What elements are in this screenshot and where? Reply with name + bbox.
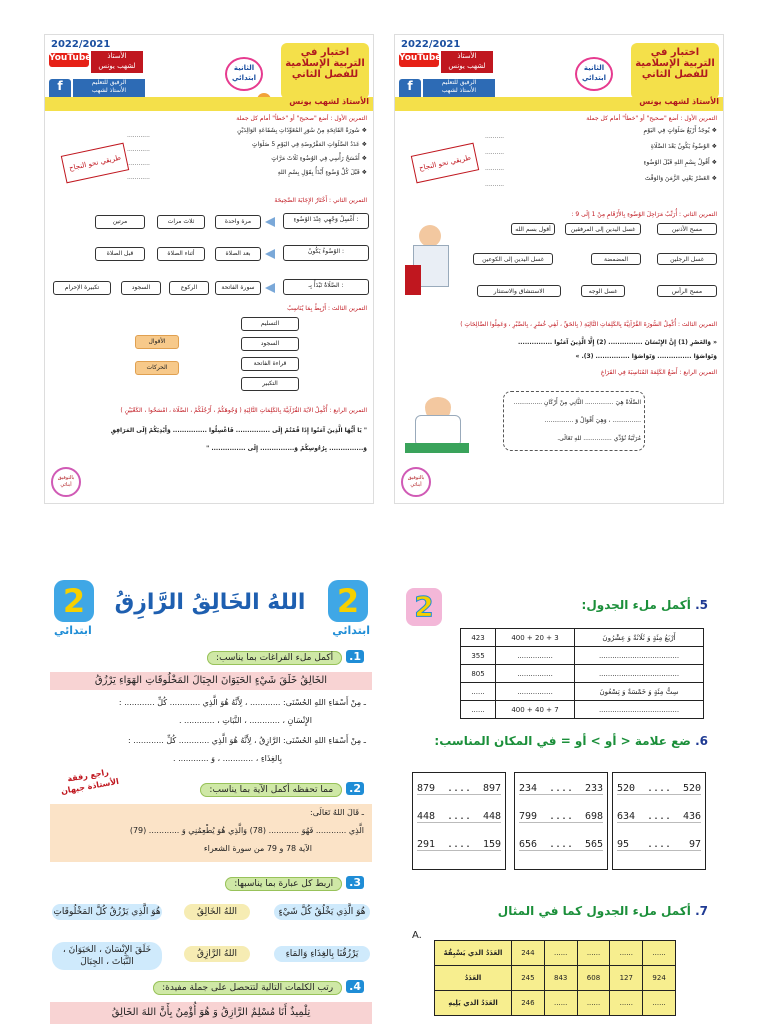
option-box[interactable]: سورة الفاتحة	[215, 281, 261, 295]
compare-left-number: 520	[617, 783, 636, 794]
table-cell: 244	[512, 941, 545, 966]
match-item[interactable]: اللهُ الخَالِقُ	[184, 904, 250, 920]
compare-left-number: 879	[417, 783, 436, 794]
exercise-2-title: التمرين الثاني : أُرَتِّبُ مَرَاحِلَ الوُضُوءِ بِالأَرْقَامِ مِنْ 1 إِلَى 9 :	[571, 211, 717, 218]
fb-line-1: الرفيق للتعليم	[441, 79, 477, 86]
fill-line: ـ مِنْ أَسْمَاءِ اللهِ الحُسْنَى: ............ ، لِأَنَّهُ هُوَ الَّذِي ............ كُلِّ ............ :	[118, 698, 366, 707]
grade-digit-badge: 2	[328, 580, 368, 622]
step-box[interactable]: غسل اليدين إلى الكوعين	[473, 253, 553, 265]
exercise-1-title	[67, 115, 367, 123]
table-cell[interactable]: ......	[461, 701, 496, 719]
youtube-logo: YouTube	[49, 53, 89, 67]
fill-line: ـ مِنْ أَسْمَاءِ اللهِ الحُسْنَى: الرَّازِقُ ، لِأَنَّهُ هُوَ الَّذِي ............ كُلِّ ............ :	[128, 736, 366, 745]
compare-row	[417, 811, 501, 823]
worksheet-panel-3	[50, 580, 372, 1024]
option-box[interactable]: مرتين	[95, 215, 145, 229]
encouragement-badge: بالتوفيق أبنائي	[51, 467, 81, 497]
option-box[interactable]: قبل الصلاة	[95, 247, 145, 261]
verse-intro: ـ قَالَ اللهُ تَعَالَى:	[310, 808, 364, 817]
compare-blank[interactable]: ....	[548, 783, 574, 794]
exam-title-line-1: اختبار في	[650, 47, 700, 58]
table-row	[461, 647, 704, 665]
table-cell: 127	[610, 966, 643, 991]
list-item: ❖ الوُضُوءُ يَكُونُ بَعْدَ الصَّلَاةِ	[650, 143, 717, 150]
option-box[interactable]: مرة واحدة	[215, 215, 261, 229]
exam-title	[631, 43, 719, 99]
table-cell[interactable]: ................	[496, 647, 575, 665]
table-cell[interactable]: ......	[577, 941, 610, 966]
question-number: 2.	[346, 782, 364, 795]
compare-right-number: 448	[482, 811, 501, 822]
teacher-ribbon	[441, 51, 493, 73]
teacher-name: لشهب يونس	[448, 62, 486, 70]
step-box[interactable]: غسل اليدين إلى المرفقين	[565, 223, 641, 235]
list-item: ❖ سُورَةُ الفَاتِحَةِ مِنْ سُوَرِ المُعَوِّذَاتِ بِشَفَاعَةِ الوَالِدَيْنِ	[237, 127, 367, 134]
question-5-heading	[582, 598, 708, 612]
table-row	[461, 683, 704, 701]
grade-badge	[575, 57, 613, 91]
compare-right-number: 897	[482, 783, 501, 794]
table-cell: أَرْبَعُ مِئَةٍ وَ ثَلَاثَةٌ وَ عِشْرُونَ	[575, 629, 704, 647]
neighbor-table	[434, 940, 676, 1016]
table-label: A.	[412, 930, 422, 941]
verse-text: الَّذِي ............ فَهُوَ ............ (78) وَالَّذِي هُوَ يُطْعِمُنِي وَ ............ (79)	[129, 826, 364, 835]
exam-title-line-2: التربية الإسلامية	[635, 58, 715, 69]
exam-title-line-1: اختبار في	[300, 47, 350, 58]
match-item[interactable]: هُوَ الَّذِي يَرْزُقُ كُلَّ المَخْلُوقَاتِ	[52, 904, 162, 920]
teacher-note: راجع رفقة الأستاذة جيهان	[60, 767, 120, 796]
compare-row	[617, 811, 701, 823]
step-box[interactable]: الاستنشاق والاستنثار	[477, 285, 561, 297]
compare-blank[interactable]: ....	[646, 783, 672, 794]
compare-row	[617, 783, 701, 795]
grade-line-2: ابتدائي	[581, 74, 607, 82]
table-cell: 924	[643, 966, 676, 991]
question-number: 1.	[346, 650, 364, 663]
exercise-3-title: التمرين الثالث : أَرْبِطُ بِمَا يُنَاسِبُ	[287, 305, 367, 312]
arrow-icon	[265, 217, 275, 227]
grade-badge	[225, 57, 263, 91]
compare-left-number: 448	[417, 811, 436, 822]
compare-left-number: 234	[519, 783, 538, 794]
table-cell[interactable]: ................	[496, 665, 575, 683]
compare-blank[interactable]: ....	[446, 783, 472, 794]
worksheet-panel-1	[44, 34, 374, 504]
compare-row	[417, 783, 501, 795]
question-7-heading	[498, 904, 708, 918]
author-bar: الأستاذ لشهب يونس	[395, 97, 724, 111]
compare-right-number: 233	[584, 783, 603, 794]
table-cell[interactable]: ......	[643, 941, 676, 966]
compare-blank[interactable]: ....	[548, 839, 574, 850]
compare-left-number: 291	[417, 839, 436, 850]
question-7-text: أكمل ملء الجدول كما في المثال	[497, 904, 691, 918]
step-box[interactable]: غسل الوجه	[581, 285, 625, 297]
grade-line-1: الثانية	[583, 64, 605, 72]
table-row	[435, 966, 676, 991]
table-cell[interactable]: ......	[544, 991, 577, 1016]
compare-row	[417, 839, 501, 851]
list-item: ❖ يُوجَدُ أَرْبَعُ صَلَوَاتٍ فِي اليَوْمِ	[643, 127, 717, 134]
table-cell[interactable]: ....................................	[575, 701, 704, 719]
table-row	[435, 991, 676, 1016]
youtube-logo: YouTube	[399, 53, 439, 67]
exercise-4-title: التمرين الرابع : أَضَعُ الكَلِمَةَ المُنَاسِبَةَ فِي الفَرَاغِ	[600, 369, 717, 376]
option-box[interactable]: الركوع	[169, 281, 209, 295]
verse-line-2: وَ............... بِرُءُوسِكُمْ وَ............... إِلَى ............... "	[206, 445, 367, 452]
compare-card	[612, 772, 706, 870]
row-header: العَدَدُ الذي يَسْبِقُهُ	[435, 941, 512, 966]
step-box[interactable]: مسح الرأس	[657, 285, 717, 297]
match-right-item[interactable]: السجود	[241, 337, 299, 351]
fb-line-1: الرفيق للتعليم	[91, 79, 127, 86]
exercise-1-list	[147, 127, 367, 183]
match-item[interactable]: اللهُ الرَّازِقُ	[184, 946, 250, 962]
match-right-item[interactable]: التكبير	[241, 377, 299, 391]
grade-word: ابتدائي	[332, 624, 370, 637]
compare-blank[interactable]: ....	[646, 811, 672, 822]
question-number: 6.	[695, 734, 708, 748]
compare-blank[interactable]: ....	[646, 839, 672, 850]
motto-stamp: طريقي نحو النجاح	[411, 143, 479, 184]
motto-stamp: طريقي نحو النجاح	[61, 143, 129, 184]
table-row	[461, 629, 704, 647]
compare-blank[interactable]: ....	[446, 839, 472, 850]
grade-line-1: الثانية	[233, 64, 255, 72]
verse-reference: الآية 78 و 79 من سورة الشعراء	[203, 844, 312, 853]
question-number: 7.	[695, 904, 708, 918]
surah-line-1: « وَالعَصْرِ (1) إِنَّ الإِنْسَانَ ............... (2) إِلَّا الَّذِينَ آمَنُوا ...............	[518, 339, 717, 346]
facebook-icon: f	[399, 79, 421, 101]
list-item: ❖ أَقُولُ بِسْمِ اللهِ قَبْلَ الوُضُوءِ	[643, 159, 717, 166]
exam-title-line-3: للفصل الثاني	[291, 69, 359, 80]
match-left-item[interactable]: الأقوال	[135, 335, 179, 349]
question-3-heading	[225, 876, 364, 889]
table-cell: 400 + 40 + 7	[496, 701, 575, 719]
question-number: 3.	[346, 876, 364, 889]
table-cell: 245	[512, 966, 545, 991]
exercise-1-list	[517, 127, 717, 191]
table-cell: 608	[577, 966, 610, 991]
compare-card	[412, 772, 506, 870]
facebook-icon: f	[49, 79, 71, 101]
table-cell[interactable]: ......	[577, 991, 610, 1016]
list-item: ❖ عَدَدُ الصَّلَوَاتِ المَفْرُوضَةِ فِي اليَوْمِ 5 صَلَوَاتٍ	[251, 141, 367, 148]
option-box[interactable]: أثناء الصلاة	[157, 247, 205, 261]
table-cell[interactable]: ................	[496, 683, 575, 701]
answer-dots: .......... .......... .......... ..........	[485, 133, 505, 188]
teacher-label: الأستاذ	[457, 52, 477, 60]
word-bank: الخَالِقُ خَلَقَ شَيْءٍ الحَيَوَانَ الجِبَالَ المَخْلُوقَاتِ الهَوَاءِ يَرْزُقُ	[50, 672, 372, 690]
compare-left-number: 799	[519, 811, 538, 822]
compare-right-number: 520	[682, 783, 701, 794]
match-right-item[interactable]: قراءة الفاتحة	[241, 357, 299, 371]
compare-right-number: 436	[682, 811, 701, 822]
question-1-heading	[207, 650, 364, 663]
table-cell[interactable]: ......	[610, 991, 643, 1016]
question-5-text: أكمل ملء الجدول:	[581, 598, 691, 612]
exercise-2-title: التمرين الثاني : أَخْتَارُ الإِجَابَةَ الصَّحِيحَةَ	[274, 197, 367, 204]
page-title: اللهُ الخَالِقُ الرَّازِقُ	[114, 590, 306, 615]
wudu-illustration	[405, 221, 459, 299]
compare-row	[519, 811, 603, 823]
encouragement-badge: بالتوفيق أبنائي	[401, 467, 431, 497]
surah-line-2: وَتَوَاصَوْا ............... وَتَوَاصَوْا ............... (3). »	[575, 353, 717, 360]
exercise-1-heading: التمرين الأول : أضع "صحيح" أو "خطأ" أمام كل جملة	[236, 115, 367, 122]
compare-blank[interactable]: ....	[446, 811, 472, 822]
fb-line-2: الأستاذ لشهب	[91, 87, 127, 94]
match-item[interactable]: هُوَ الَّذِي يَخْلُقُ كُلَّ شَيْءٍ	[274, 904, 370, 920]
match-left-item[interactable]: الحركات	[135, 361, 179, 375]
fill-line: الصَّلَاةُ هِيَ ............... الثَّانِي مِنْ أَرْكَانِ ...............	[513, 399, 641, 406]
question-3-text: اربط كل عبارة بما يناسبها:	[225, 877, 342, 891]
table-cell[interactable]: ....................................	[575, 665, 704, 683]
scrambled-words: تِلْمِيذٌ أَنَا مُسْلِمٌ الرَّازِقُ وَ هُوَ أُؤْمِنُ بِأَنَّ اللهَ الخَالِقُ	[50, 1002, 372, 1024]
worksheet-panel-2	[394, 34, 724, 504]
fill-line: مُرَتَّبَةٌ نُؤَدِّي ............... للهِ تَعَالَى.	[557, 435, 641, 442]
list-item: ❖ العَصْرُ يَعْنِي الزَّمَنَ وَالوَقْتَ	[644, 175, 717, 182]
question-1-text: أكمل ملء الفراغات بما يناسب:	[207, 651, 342, 665]
match-right-item[interactable]: التسليم	[241, 317, 299, 331]
school-year: 2022/2021	[401, 39, 461, 50]
option-box[interactable]: بعد الصلاة	[215, 247, 261, 261]
grade-line-2: ابتدائي	[231, 74, 257, 82]
compare-row	[617, 839, 701, 851]
table-cell[interactable]: ......	[461, 683, 496, 701]
worksheet-panel-4	[400, 580, 722, 1024]
match-item[interactable]: خَلَقَ الإِنْسَانَ ، الحَيَوَانَ ، النَّبَاتَ ، الجِبَالَ	[52, 942, 162, 970]
question-label: الوُضُوءُ يَكُونُ :	[283, 245, 369, 261]
row-header: العَدَدُ	[435, 966, 512, 991]
compare-right-number: 565	[584, 839, 603, 850]
school-year: 2022/2021	[51, 39, 111, 50]
number-table	[460, 628, 704, 719]
list-item: ❖ أَمْسَحُ رَأْسِي فِي الوُضُوءِ ثَلَاثَ مَرَّاتٍ	[271, 155, 367, 162]
exercise-4-title: التمرين الرابع : أُكْمِلُ الآيَةَ القُرْآنِيَّةَ بِالكَلِمَاتِ التَّالِيَةِ ( وُجُوهَكُمْ ، أَرْجُلَكُمْ ، الصَّلَاة ، امْسَحُوا ، الكَعْبَيْنِ )	[120, 407, 367, 414]
question-6-text: ضع علامة < أو > أو = في المكان المناسب:	[434, 734, 691, 748]
table-cell[interactable]: ....................................	[575, 647, 704, 665]
grade-digit-badge: 2	[406, 588, 442, 626]
option-box[interactable]: تكبيرة الإحرام	[53, 281, 111, 295]
step-box[interactable]: المضمضة	[591, 253, 641, 265]
table-row	[461, 665, 704, 683]
compare-row	[519, 839, 603, 851]
question-label: الصَّلَاةُ تَبْدَأُ بِـ :	[283, 279, 369, 295]
question-2-text: مما تحفظه أكمل الآية بما يناسب:	[200, 783, 342, 797]
table-row	[435, 941, 676, 966]
exam-title-line-2: التربية الإسلامية	[285, 58, 365, 69]
arrow-icon	[265, 283, 275, 293]
fill-line: ............... ، وَهِيَ أَقْوَالٌ وَ ...............	[544, 417, 641, 424]
question-4-heading	[153, 980, 364, 993]
compare-left-number: 634	[617, 811, 636, 822]
table-cell: 423	[461, 629, 496, 647]
question-2-heading	[200, 782, 364, 795]
verse-box	[50, 804, 372, 862]
compare-left-number: 656	[519, 839, 538, 850]
table-cell: سِتُّ مِئَةٍ وَ خَمْسَةٌ وَ تِسْعُونَ	[575, 683, 704, 701]
table-row	[461, 701, 704, 719]
option-box[interactable]: السجود	[121, 281, 161, 295]
compare-row	[519, 783, 603, 795]
table-cell: 843	[544, 966, 577, 991]
row-header: العَدَدُ الذي يَلِيهِ	[435, 991, 512, 1016]
match-item[interactable]: يَرْزُقُنَا بِالغِذَاءِ وَالمَاءِ	[274, 946, 370, 962]
table-cell[interactable]: ......	[544, 941, 577, 966]
question-label: أَغْسِلُ وَجْهِي عِنْدَ الوُضُوءِ :	[283, 213, 369, 229]
step-box[interactable]: مسح الأذنين	[657, 223, 717, 235]
option-box[interactable]: ثلاث مرات	[157, 215, 205, 229]
answer-dots: ............ ............ ............ ............	[127, 132, 150, 181]
question-number: 4.	[346, 980, 364, 993]
grade-word-left: ابتدائي	[54, 624, 92, 637]
teacher-label: الأستاذ	[107, 52, 127, 60]
fb-line-2: الأستاذ لشهب	[441, 87, 477, 94]
compare-card	[514, 772, 608, 870]
author-bar: الأستاذ لشهب يونس	[45, 97, 374, 111]
teacher-ribbon	[91, 51, 143, 73]
compare-right-number: 698	[584, 811, 603, 822]
list-item: ❖ قَبْلَ كُلِّ وُضُوءٍ أَبْدَأُ بِقَوْلِ بِسْمِ اللهِ	[277, 169, 367, 176]
teacher-name: لشهب يونس	[98, 62, 136, 70]
compare-right-number: 97	[688, 839, 701, 850]
table-cell: 246	[512, 991, 545, 1016]
verse-line-1: " يَا أَيُّهَا الَّذِينَ آمَنُوا إِذَا قُمْتُمْ إِلَى ............... فَاغْسِلُوا ............... وَأَيْدِيَكُمْ إِلَى المَرَافِقِ	[110, 427, 367, 434]
exam-title-line-3: للفصل الثاني	[641, 69, 709, 80]
step-box[interactable]: غسل الرجلين	[657, 253, 717, 265]
question-6-heading	[434, 734, 708, 748]
compare-right-number: 159	[482, 839, 501, 850]
step-box[interactable]: أقول بسم الله	[511, 223, 555, 235]
exercise-3-title: التمرين الثالث : أُكْمِلُ السُّورَةَ القُرْآنِيَّةَ بِالكَلِمَاتِ التَّالِيَةِ ( بِالحَقِّ ، لَفِي خُسْرٍ ، بِالصَّبْرِ ، وَعَمِلُوا الصَّالِحَاتِ )	[460, 321, 717, 328]
exam-title	[281, 43, 369, 99]
exercise-1-title: التمرين الأول : أضع "صحيح" أو "خطأ" أمام كل جملة	[586, 115, 717, 122]
fill-line: بِالغِذَاءِ ، ............ ، وَ ............ .	[172, 754, 282, 763]
compare-blank[interactable]: ....	[548, 811, 574, 822]
praying-child-illustration	[405, 391, 469, 455]
arrow-icon	[265, 249, 275, 259]
compare-left-number: 95	[617, 839, 630, 850]
question-4-text: رتب الكلمات التالية لتتحصل على جملة مفيدة:	[153, 981, 342, 995]
table-cell[interactable]: ......	[643, 991, 676, 1016]
table-cell: 805	[461, 665, 496, 683]
question-number: 5.	[695, 598, 708, 612]
grade-digit-badge-left: 2	[54, 580, 94, 622]
table-cell: 355	[461, 647, 496, 665]
table-cell: 400 + 20 + 3	[496, 629, 575, 647]
fill-line: الإِنْسَانِ ، ............ ، النَّبَاتِ ، ............ .	[178, 716, 312, 725]
table-cell[interactable]: ......	[610, 941, 643, 966]
